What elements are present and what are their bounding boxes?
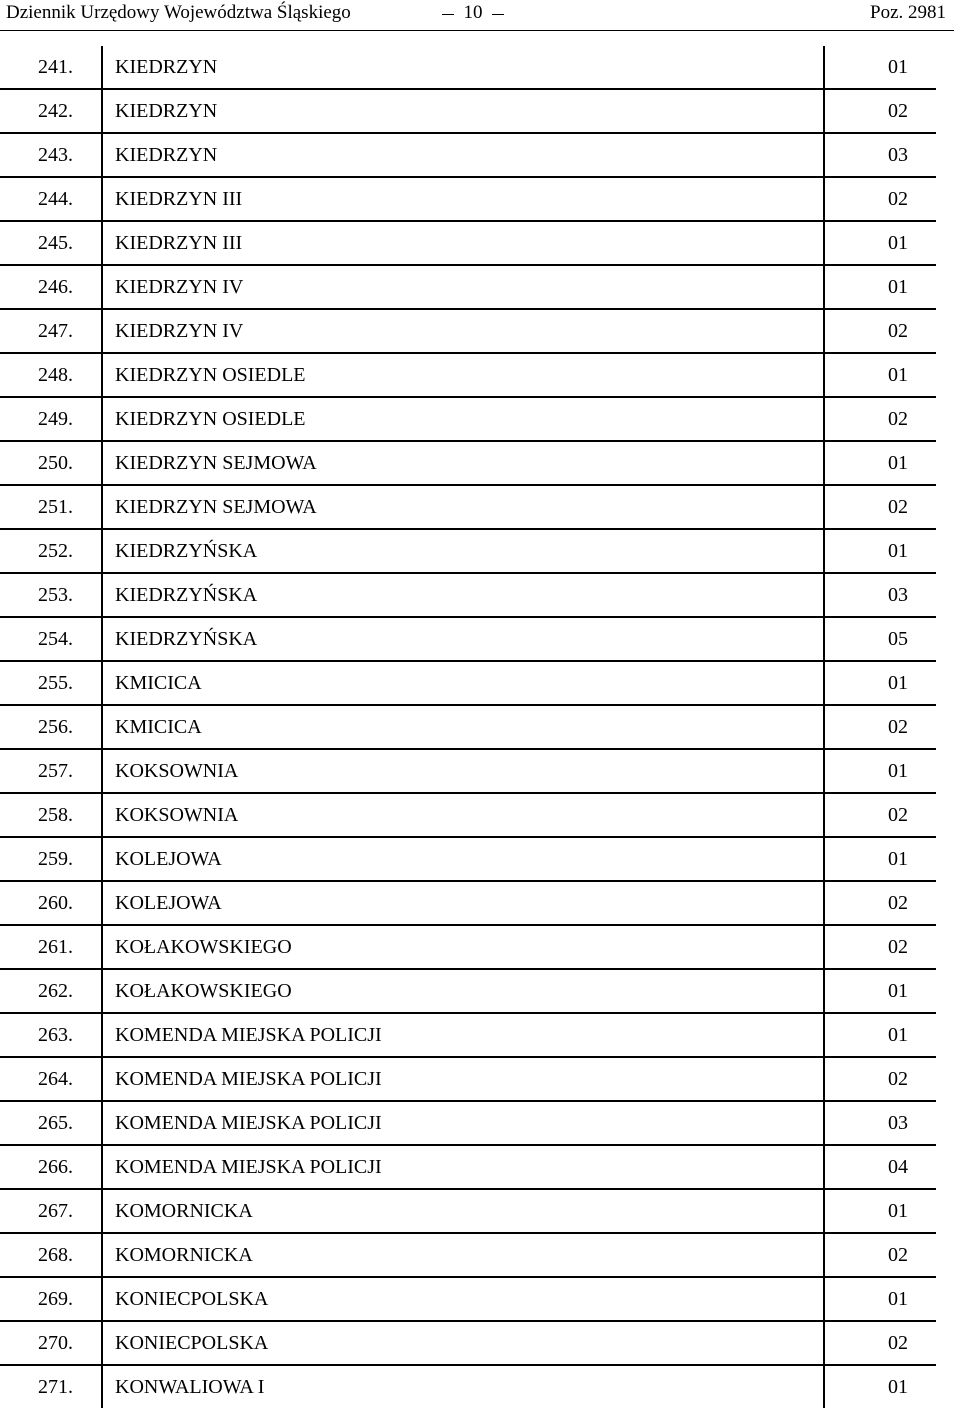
position-number: Poz. 2981 <box>870 2 946 23</box>
row-number: 248. <box>0 353 102 397</box>
row-number: 268. <box>0 1233 102 1277</box>
table-row <box>0 441 936 485</box>
row-number: 262. <box>0 969 102 1013</box>
district-code: 05 <box>824 617 936 661</box>
district-code: 01 <box>824 265 936 309</box>
row-number: 271. <box>0 1365 102 1408</box>
district-code: 02 <box>824 89 936 133</box>
district-code: 01 <box>824 749 936 793</box>
street-name: KOMENDA MIEJSKA POLICJI <box>102 1057 824 1101</box>
table-row <box>0 573 936 617</box>
table-row <box>0 529 936 573</box>
street-table <box>0 46 936 1408</box>
district-code: 02 <box>824 705 936 749</box>
table-row <box>0 1233 936 1277</box>
table-row <box>0 353 936 397</box>
row-number: 256. <box>0 705 102 749</box>
street-table-container <box>0 46 960 1408</box>
row-number: 260. <box>0 881 102 925</box>
street-name: KIEDRZYN III <box>102 221 824 265</box>
street-name: KIEDRZYN IV <box>102 265 824 309</box>
table-row <box>0 793 936 837</box>
district-code: 01 <box>824 1277 936 1321</box>
row-number: 259. <box>0 837 102 881</box>
district-code: 02 <box>824 309 936 353</box>
row-number: 246. <box>0 265 102 309</box>
row-number: 257. <box>0 749 102 793</box>
table-row <box>0 1101 936 1145</box>
district-code: 03 <box>824 1101 936 1145</box>
district-code: 03 <box>824 573 936 617</box>
table-row <box>0 221 936 265</box>
district-code: 01 <box>824 353 936 397</box>
street-name: KIEDRZYŃSKA <box>102 617 824 661</box>
table-row <box>0 1057 936 1101</box>
street-name: KOŁAKOWSKIEGO <box>102 969 824 1013</box>
district-code: 03 <box>824 133 936 177</box>
street-name: KIEDRZYŃSKA <box>102 573 824 617</box>
row-number: 258. <box>0 793 102 837</box>
street-name: KMICICA <box>102 661 824 705</box>
row-number: 242. <box>0 89 102 133</box>
district-code: 02 <box>824 1233 936 1277</box>
district-code: 02 <box>824 1321 936 1365</box>
header-rule <box>0 30 954 31</box>
row-number: 251. <box>0 485 102 529</box>
table-row <box>0 265 936 309</box>
table-row <box>0 309 936 353</box>
row-number: 243. <box>0 133 102 177</box>
table-row <box>0 89 936 133</box>
street-table-body <box>0 46 936 1408</box>
district-code: 01 <box>824 661 936 705</box>
table-row <box>0 617 936 661</box>
table-row <box>0 925 936 969</box>
district-code: 02 <box>824 925 936 969</box>
street-name: KOKSOWNIA <box>102 749 824 793</box>
district-code: 01 <box>824 441 936 485</box>
table-row <box>0 881 936 925</box>
street-name: KIEDRZYN <box>102 133 824 177</box>
street-name: KOLEJOWA <box>102 881 824 925</box>
district-code: 01 <box>824 1013 936 1057</box>
publication-title: Dziennik Urzędowy Województwa Śląskiego <box>6 2 351 23</box>
street-name: KIEDRZYN IV <box>102 309 824 353</box>
street-name: KONIECPOLSKA <box>102 1321 824 1365</box>
row-number: 249. <box>0 397 102 441</box>
district-code: 01 <box>888 1375 908 1398</box>
street-name: KONIECPOLSKA <box>102 1277 824 1321</box>
row-number: 270. <box>0 1321 102 1365</box>
row-number: 265. <box>0 1101 102 1145</box>
district-code: 02 <box>824 881 936 925</box>
street-name: KOMORNICKA <box>102 1189 824 1233</box>
street-name: KOLEJOWA <box>102 837 824 881</box>
table-row <box>0 969 936 1013</box>
district-code: 01 <box>824 837 936 881</box>
district-code: 02 <box>824 397 936 441</box>
street-name: KIEDRZYŃSKA <box>102 529 824 573</box>
table-row <box>0 705 936 749</box>
row-number: 267. <box>0 1189 102 1233</box>
district-code: 02 <box>824 1057 936 1101</box>
district-code: 02 <box>824 177 936 221</box>
row-number: 261. <box>0 925 102 969</box>
table-row <box>0 1365 936 1408</box>
street-name: KOMENDA MIEJSKA POLICJI <box>102 1013 824 1057</box>
row-number: 244. <box>0 177 102 221</box>
street-name: KOMENDA MIEJSKA POLICJI <box>102 1101 824 1145</box>
street-name: KMICICA <box>102 705 824 749</box>
district-code: 01 <box>824 1189 936 1233</box>
table-row <box>0 397 936 441</box>
street-name: KIEDRZYN OSIEDLE <box>102 353 824 397</box>
street-name: KIEDRZYN III <box>102 177 824 221</box>
row-number: 255. <box>0 661 102 705</box>
row-number: 263. <box>0 1013 102 1057</box>
table-row <box>0 177 936 221</box>
row-number: 245. <box>0 221 102 265</box>
page-number: 10 <box>440 2 506 24</box>
page-header <box>0 0 960 28</box>
row-number: 252. <box>0 529 102 573</box>
row-number: 269. <box>0 1277 102 1321</box>
table-row <box>0 485 936 529</box>
table-row <box>0 1321 936 1365</box>
row-number: 266. <box>0 1145 102 1189</box>
row-number: 247. <box>0 309 102 353</box>
district-code: 04 <box>824 1145 936 1189</box>
street-name: KOMENDA MIEJSKA POLICJI <box>102 1145 824 1189</box>
street-name: KOMORNICKA <box>102 1233 824 1277</box>
row-number: 254. <box>0 617 102 661</box>
street-name: KIEDRZYN <box>102 89 824 133</box>
table-row <box>0 661 936 705</box>
street-name: KIEDRZYN <box>102 46 824 89</box>
row-number: 250. <box>0 441 102 485</box>
street-name: KOKSOWNIA <box>102 793 824 837</box>
table-row <box>0 46 936 89</box>
district-code: 01 <box>824 46 936 89</box>
district-code: 01 <box>824 969 936 1013</box>
table-row <box>0 1013 936 1057</box>
table-row <box>0 749 936 793</box>
row-number: 241. <box>0 46 102 89</box>
table-row <box>0 1277 936 1321</box>
street-name: KIEDRZYN OSIEDLE <box>102 397 824 441</box>
table-row <box>0 837 936 881</box>
district-code: 02 <box>824 485 936 529</box>
street-name: KIEDRZYN SEJMOWA <box>102 485 824 529</box>
row-number: 264. <box>0 1057 102 1101</box>
table-row <box>0 1145 936 1189</box>
street-name: KIEDRZYN SEJMOWA <box>102 441 824 485</box>
row-number: 253. <box>0 573 102 617</box>
table-row <box>0 1189 936 1233</box>
district-code: 02 <box>824 793 936 837</box>
street-name: KONWALIOWA I <box>102 1365 824 1408</box>
street-name: KOŁAKOWSKIEGO <box>102 925 824 969</box>
table-row <box>0 133 936 177</box>
district-code: 01 <box>824 529 936 573</box>
district-code: 01 <box>824 221 936 265</box>
